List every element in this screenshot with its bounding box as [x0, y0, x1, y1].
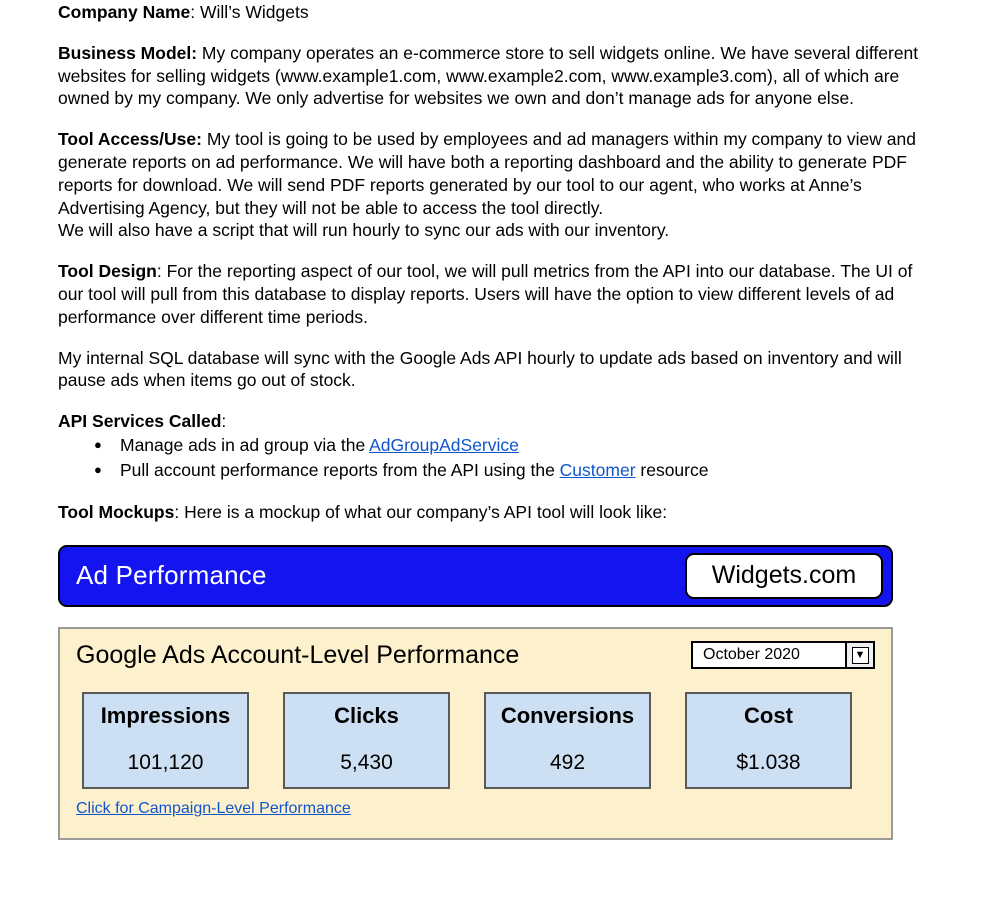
business-model-text: My company operates an e-commerce store to sell widgets online. We have several different websites for selling widgets (www.example1.com, www.example2.com, www.example3.com), all of which are owned by my company. We only advertise for websites we own and don’t manage ads for anyone else.	[58, 42, 919, 109]
company-name-value: Will’s Widgets	[200, 2, 309, 22]
tool-access-paragraph	[58, 128, 940, 219]
customer-link[interactable]: Customer	[559, 459, 636, 480]
metric-label: Conversions	[500, 702, 635, 728]
chevron-down-glyph: ▼	[852, 647, 869, 664]
business-model-label: Business Model:	[58, 42, 198, 63]
campaign-level-link-row	[76, 800, 875, 818]
api-services-separator: :	[221, 411, 227, 432]
chevron-down-icon[interactable]	[845, 643, 873, 667]
api-item-pre: Manage ads in ad group via the	[120, 434, 370, 455]
api-item-pre: Pull account performance reports from the API using the	[120, 459, 560, 480]
tool-mockup	[58, 545, 940, 840]
performance-panel-header	[76, 641, 875, 670]
period-select[interactable]	[691, 641, 875, 669]
metric-value: $1.038	[736, 750, 801, 774]
tool-access-label: Tool Access/Use:	[58, 129, 202, 150]
tool-design-text: : For the reporting aspect of our tool, we will pull metrics from the API into our database. The UI of our tool will pull from this database to display reports. Users will have the option to view different levels of ad performance over different time periods.	[58, 261, 913, 327]
metrics-row	[76, 692, 875, 789]
metric-label: Cost	[744, 702, 793, 728]
metric-label: Impressions	[100, 702, 231, 728]
mockup-app-title: Ad Performance	[76, 560, 267, 591]
company-name-label: Company Name	[58, 2, 191, 22]
api-item-post: resource	[635, 459, 709, 480]
performance-panel	[58, 627, 893, 840]
tool-access-text: My tool is going to be used by employees and ad managers within my company to view and generate reports on ad performance. We will have both a reporting dashboard and the ability to generate PDF reports for download. We will send PDF reports generated by our tool to our agent, who works at Anne’s Advertising Agency, but they will not be able to access the tool directly.	[58, 129, 916, 218]
metric-value: 5,430	[340, 750, 393, 774]
metric-card-impressions	[82, 692, 249, 789]
adgroupadservice-link[interactable]: AdGroupAdService	[369, 434, 519, 455]
tool-mockups-label: Tool Mockups	[58, 501, 175, 522]
metric-card-conversions	[484, 692, 651, 789]
tool-mockups-text: : Here is a mockup of what our company’s API tool will look like:	[174, 501, 668, 522]
tool-design-label: Tool Design	[58, 261, 157, 282]
metric-value: 492	[549, 750, 586, 774]
list-item	[94, 458, 940, 483]
metric-value: 101,120	[127, 750, 204, 774]
metric-card-clicks	[283, 692, 450, 789]
sql-sync-paragraph: My internal SQL database will sync with the Google Ads API hourly to update ads based on inventory and will pause ads when items go out of stock.	[58, 347, 902, 391]
list-item	[94, 433, 940, 458]
company-name-separator: :	[190, 2, 200, 22]
business-model-paragraph	[58, 42, 940, 110]
metric-card-cost	[685, 692, 852, 789]
mockup-header-banner	[58, 545, 893, 607]
tool-mockups-paragraph	[58, 501, 940, 524]
tool-design-paragraph	[58, 260, 940, 328]
api-services-heading	[58, 410, 940, 433]
metric-label: Clicks	[334, 702, 399, 728]
company-name-paragraph	[58, 0, 940, 24]
period-select-value: October 2020	[703, 646, 800, 664]
api-services-list	[58, 433, 940, 483]
performance-panel-title: Google Ads Account-Level Performance	[76, 640, 520, 669]
mockup-site-button[interactable]: Widgets.com	[685, 553, 883, 599]
tool-access-paragraph-2: We will also have a script that will run hourly to sync our ads with our inventory.	[58, 220, 670, 241]
campaign-level-performance-link[interactable]: Click for Campaign-Level Performance	[76, 799, 351, 817]
api-services-label: API Services Called	[58, 411, 222, 432]
